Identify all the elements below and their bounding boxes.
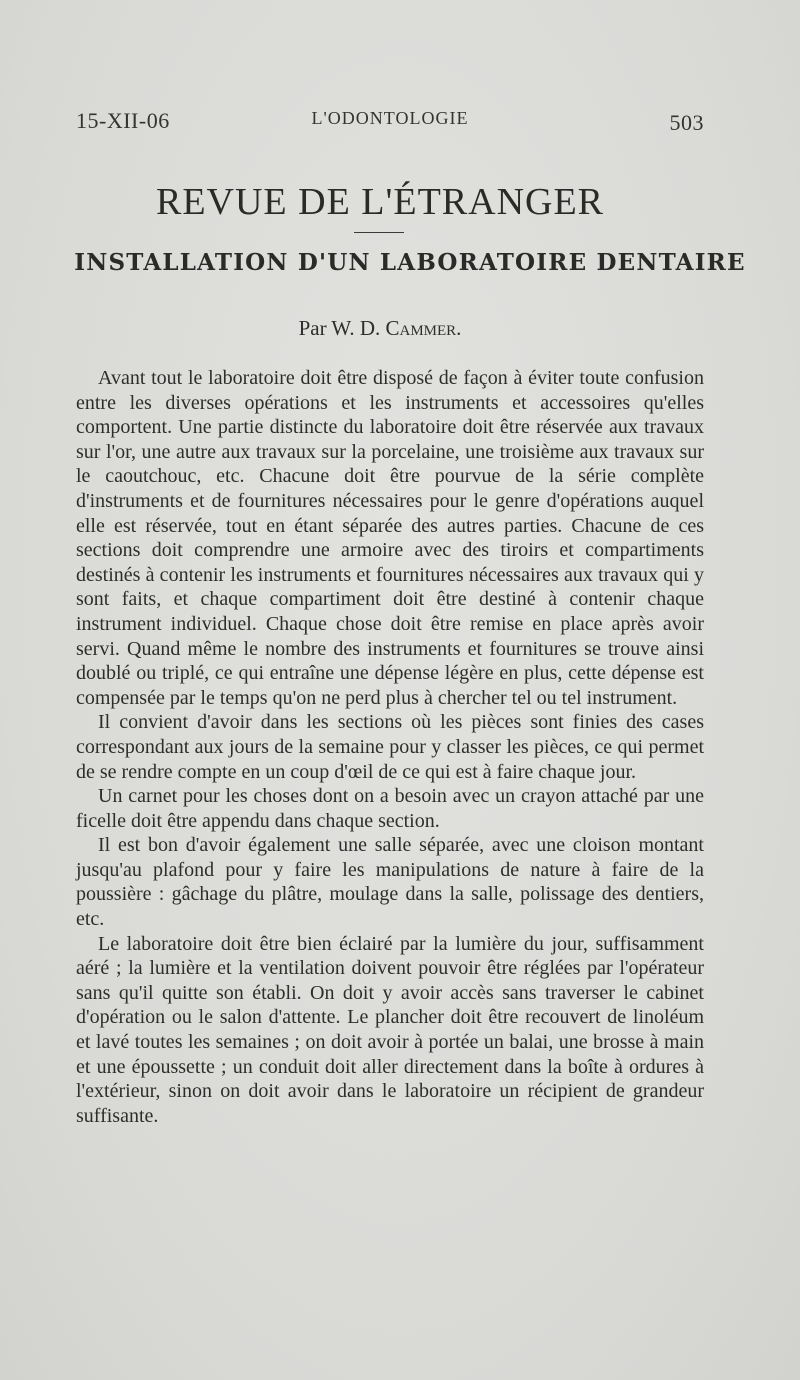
article-body bbox=[76, 366, 704, 1128]
paragraph-5: Le laboratoire doit être bien éclairé par la lumière du jour, suffisamment aéré ; la lumière et la ventilation doivent pouvoir être réglées par l'opérateur sans qu'il quitte son établi. On doit y avoir accès sans traverser le cabinet d'opération ou le salon d'attente. Le plancher doit être recouvert de linoléum et lavé toutes les semaines ; on doit avoir à portée un balai, une brosse à main et une époussette ; un conduit doit aller directement dans la boîte à ordures à l'extérieur, sinon on doit avoir dans le laboratoire un récipient de grandeur suffisante. bbox=[76, 932, 704, 1127]
running-head bbox=[76, 108, 704, 138]
article-title: INSTALLATION D'UN LABORATOIRE DENTAIRE bbox=[74, 249, 746, 276]
byline bbox=[0, 316, 760, 341]
issue-date: 15-XII-06 bbox=[76, 108, 170, 133]
byline-author: Cammer. bbox=[385, 316, 462, 340]
paragraph-4: Il est bon d'avoir également une salle séparée, avec une cloison montant jusqu'au plafond pour y faire les manipulations de nature à faire de la poussière : gâchage du plâtre, moulage dans la salle, polissage des dentiers, etc. bbox=[76, 834, 704, 931]
title-divider bbox=[354, 232, 404, 233]
page-number: 503 bbox=[669, 110, 704, 135]
paragraph-1: Avant tout le laboratoire doit être disposé de façon à éviter toute confusion entre les diverses opérations et les instruments et accessoires qu'elles comportent. Une partie distincte du laboratoire doit être réservée aux travaux sur l'or, une autre aux travaux sur la porcelaine, une troisième aux travaux sur le caoutchouc, etc. Chacune doit être pourvue de la série complète d'instruments et de fournitures nécessaires pour le genre d'opérations auquel elle est réservée, tout en étant séparée des autres parties. Chacune de ces sections doit comprendre une armoire avec des tiroirs et compartiments destinés à contenir les instruments et fournitures nécessaires aux travaux qui y sont faits, et chaque compartiment doit être destiné à contenir chaque instrument individuel. Chaque chose doit être remise en place après avoir servi. Quand même le nombre des instruments et fournitures se trouve ainsi doublé ou triplé, ce qui entraîne une dépense légère en plus, cette dépense est compensée par le temps qu'on ne perd plus à chercher tel ou tel instrument. bbox=[76, 367, 704, 709]
byline-prefix: Par W. D. bbox=[298, 316, 381, 340]
section-title: REVUE DE L'ÉTRANGER bbox=[155, 181, 605, 223]
journal-name: L'ODONTOLOGIE bbox=[311, 108, 469, 128]
paragraph-3: Un carnet pour les choses dont on a besoin avec un crayon attaché par une ficelle doit être appendu dans chaque section. bbox=[76, 785, 704, 832]
paragraph-2: Il convient d'avoir dans les sections où les pièces sont finies des cases correspondant aux jours de la semaine pour y classer les pièces, ce qui permet de se rendre compte en un coup d'œil de ce qui est à faire chaque jour. bbox=[76, 711, 704, 783]
